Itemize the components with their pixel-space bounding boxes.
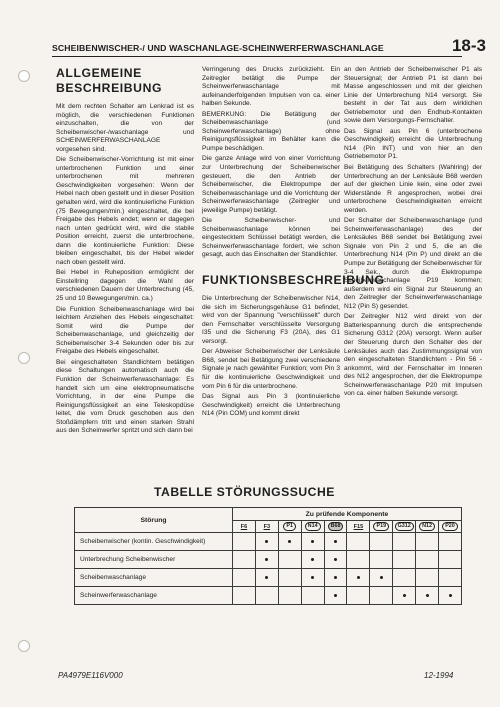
check-dot: [334, 540, 337, 543]
check-cell: [393, 533, 416, 551]
paragraph: BEMERKUNG: Die Betätigung der Scheibenwaschanlage (und Scheinwerferwaschanlage) ohne Reinigungsflüssigkeit im Behälter kann die Pumpe beschädigen.: [202, 110, 340, 152]
paragraph: Der Abweiser Scheibenwischer der Lenksäule B68, sendet bei Betätigung zwei verschiedene Signale je nach gewählter Funktion; vom Pin 3 für die kontinuierliche Geschwindigkeit und vom Pin 6 für die unterbrochene.: [202, 348, 340, 390]
check-dot: [311, 558, 314, 561]
troubleshooting-table: [74, 507, 462, 605]
component-label: P19: [373, 522, 389, 531]
component-header: [370, 521, 393, 533]
paragraph: Die Scheibenwischer-Vorrichtung ist mit einer unterbrochenen Funktion und einer unterbrochenen mit mehreren Geschwindigkeiten vorgesehen: Wenn der Hebel nach oben gestellt und in dieser Position gehalten wird, wird die kontinuierliche Funktion (75 Bewegungen/min.) eingeschaltet, die bei Freigabe des Hebels endet; wenn er dagegen nach unten gedrückt wird, wird die stabile Position erreicht, zuerst die unterbrochene, dann die kontinuierliche Funktion: Diese bleiben eingeschaltet, bis der Hebel wieder nach oben gestellt wird.: [56, 156, 194, 266]
check-cell: [301, 533, 324, 551]
header-rule: [52, 56, 462, 57]
paragraph: Mit dem rechten Schalter am Lenkrad ist es möglich, die verschiedenen Funktionen einzuschalten, die von der Scheibenwischer-/waschanlage und SCHEINWERFERWASCHANLAGE vorgesehen sind.: [56, 103, 194, 153]
check-cell: [301, 569, 324, 587]
check-cell: [278, 587, 301, 605]
check-cell: [233, 551, 256, 569]
component-header: [255, 521, 278, 533]
component-header: [278, 521, 301, 533]
check-dot: [265, 540, 268, 543]
header-title: SCHEIBENWISCHER-/ UND WASCHANLAGE-SCHEINWERFERWASCHANLAGE: [52, 43, 384, 53]
check-cell: [255, 551, 278, 569]
component-label: N14: [305, 522, 321, 531]
table-row: [75, 551, 462, 569]
paragraph: an den Antrieb der Scheibenwischer P1 als Steuersignal; der Antrieb P1 ist dann bei Masse angeschlossen und mit der gleichen Linie der Unterbrechung N14 versorgt. Sie besteht in der Tat aus dem wirklichen Getriebemotor und den Endhub-Kontakten sowie dem Versorgungs-Fernschalter.: [344, 66, 482, 125]
fault-label: Unterbrechung Scheibenwischer: [75, 551, 233, 569]
document-code: PA4979E116V000: [58, 671, 123, 680]
binder-hole: [18, 70, 30, 82]
table-row: [75, 533, 462, 551]
component-header: [301, 521, 324, 533]
check-dot: [449, 594, 452, 597]
check-dot: [334, 558, 337, 561]
component-label: P1: [283, 522, 296, 531]
check-cell: [370, 569, 393, 587]
check-cell: [416, 533, 439, 551]
check-dot: [334, 576, 337, 579]
check-cell: [370, 533, 393, 551]
column-2: [202, 66, 385, 421]
check-dot: [265, 576, 268, 579]
check-dot: [380, 576, 383, 579]
paragraph: Die Scheibenwischer- und Scheibenwaschanlage können bei eingestecktem Schlüssel betätigt werden, die Scheinwerferwaschanlage fordert, wie schon gesagt, auch das Einschalten der Standlichter.: [202, 217, 340, 259]
fault-label: Scheibenwaschanlage: [75, 569, 233, 587]
component-label: P20: [442, 522, 458, 531]
paragraph: Die ganze Anlage wird von einer Vorrichtung zur Unterbrechung der Scheibenwischer gesteuert, die den Antrieb der Scheibenwischer, die Elektropumpe der Scheibenwaschanlage und die Vorrichtung der Scheinwerferwaschanlage (Zeitregler und jeweilige Pumpe) betätigt.: [202, 155, 340, 214]
check-cell: [324, 533, 347, 551]
check-cell: [347, 587, 370, 605]
troubleshooting-grid: [74, 507, 462, 605]
check-cell: [416, 551, 439, 569]
check-cell: [278, 569, 301, 587]
paragraph: Das Signal aus Pin 3 (kontinuierliche Geschwindigkeit) erreicht die Unterbrechung N14 (Pin COM) und kommt direkt: [202, 393, 340, 418]
check-cell: [301, 587, 324, 605]
section-heading: ALLGEMEINE BESCHREIBUNG: [56, 66, 163, 95]
page-number: 18-3: [451, 36, 486, 55]
check-dot: [311, 576, 314, 579]
column-3: [344, 66, 482, 401]
paragraph: Verringerung des Drucks zurückzieht. Ein Zeitregler betätigt die Pumpe der Scheinwerferwaschanlage mit aufeinanderfolgenden Impulsen von ca. einer halben Sekunde.: [202, 66, 340, 108]
fault-label: Scheibenwischer (kontin. Geschwindigkeit): [75, 533, 233, 551]
paragraph: Die Funktion Scheibenwaschanlage wird bei leichtem Anziehen des Hebels eingeschaltet: Somit wird die Pumpe der Scheibenwaschanlage, und gleichzeitig der Scheibenwischer 3-4 Sekunden oder bis zur Freigabe des Hebels eingeschaltet.: [56, 305, 194, 356]
document-date: 12-1994: [424, 671, 454, 680]
paragraph: Der Zeitregler N12 wird direkt von der Batteriespannung durch die entsprechende Sicherung G312 (20A) versorgt. Wenn außer der Steuerung durch den Schalter des der Lenksäules auch das Zustimmungssignal von den eingeschalteten Standlichtern - Pin 56 - ankommt, wird der Fernschalter im Inneren des N12 angesprochen, der die Elektropumpe Scheinwerferwaschanlage P20 mit Impulsen von ca. einer halben Sekunde versorgt.: [344, 313, 482, 398]
check-cell: [393, 551, 416, 569]
page-header: [52, 36, 492, 58]
section-heading: FUNKTIONSBESCHREIBUNG: [202, 273, 385, 288]
component-label: F6: [240, 523, 248, 530]
component-label: B68: [328, 522, 344, 531]
check-dot: [288, 540, 291, 543]
component-header: [233, 521, 256, 533]
component-group-header: Zu prüfende Komponente: [233, 508, 462, 521]
paragraph: Bei eingeschalteten Standlichtern betätigen diese Schaltungen automatisch auch die Funktion der Scheinwerferwaschanlage: Es handelt sich um eine elektropneumatische Vorrichtung, in der eine Pumpe die Reinigungsflüssigkeit an eine Teleskopdüse leitet, die vom Druck geschoben aus den Stoßdämpfern tritt und einen starken Strahl aus den Scheinwerfer spritzt und sich dann bei: [56, 358, 194, 435]
check-cell: [324, 551, 347, 569]
check-dot: [357, 576, 360, 579]
column-1: [56, 66, 194, 438]
component-label: F15: [353, 523, 364, 530]
check-cell: [255, 587, 278, 605]
component-header: [393, 521, 416, 533]
binder-hole: [18, 352, 30, 364]
check-dot: [403, 594, 406, 597]
fault-label: Scheinwerferwaschanlage: [75, 587, 233, 605]
check-cell: [416, 587, 439, 605]
check-cell: [324, 569, 347, 587]
row-header: Störung: [75, 508, 233, 533]
binder-hole: [18, 640, 30, 652]
paragraph: Bei Hebel in Ruheposition ermöglicht der Einstellring dagegen die Wahl der verschiedenen Dauern der Unterbrechung (45, 25 und 10 Bewegungen/min. ca.): [56, 269, 194, 303]
table-body: [75, 533, 462, 605]
check-cell: [347, 569, 370, 587]
component-header: [439, 521, 462, 533]
check-cell: [393, 587, 416, 605]
check-cell: [370, 551, 393, 569]
check-cell: [278, 551, 301, 569]
check-cell: [233, 569, 256, 587]
paragraph: Bei Betätigung des Schalters (Wahlring) der Unterbrechung an der Lenksäule B68 werden auf der gleichen Linie kein, eine oder zwei Widerstände R angesprochen, wobei drei unterbrochene Geschwindigkeiten erreicht werden.: [344, 164, 482, 214]
check-dot: [265, 558, 268, 561]
table-title: TABELLE STÖRUNGSSUCHE: [154, 485, 335, 499]
component-header: [324, 521, 347, 533]
check-cell: [439, 551, 462, 569]
component-header: [416, 521, 439, 533]
check-cell: [439, 533, 462, 551]
check-cell: [439, 569, 462, 587]
component-label: G312: [395, 522, 414, 531]
component-header: [347, 521, 370, 533]
paragraph: Der Schalter der Scheibenwaschanlage (und Scheinwerferwaschanlage) des der Lenksäules B68 sendet bei Betätigung zwei Signale von Pin 2 und 5, die an die Unterbrechung N14 (Pin P) und direkt an die Pumpe zur Betätigung der Scheibenwischer für 3-4 Sek., durch die Elektropumpe Scheibenwaschanlage P19 kommen; außerdem wird ein Signal zur Steuerung an den Zeitregler der Scheinwerferwaschanlage N12 (Pin S) gesendet.: [344, 217, 482, 310]
table-row: [75, 587, 462, 605]
check-dot: [311, 540, 314, 543]
check-cell: [301, 551, 324, 569]
check-cell: [370, 587, 393, 605]
check-cell: [347, 533, 370, 551]
check-cell: [255, 533, 278, 551]
paragraph: Das Signal aus Pin 6 (unterbrochene Geschwindigkeit) erreicht die Unterbrechung N14 (Pin INT) und von hier an den Getriebemotor P1.: [344, 127, 482, 161]
check-cell: [439, 587, 462, 605]
check-cell: [278, 533, 301, 551]
check-cell: [233, 587, 256, 605]
check-cell: [347, 551, 370, 569]
component-label: N12: [419, 522, 435, 531]
paragraph: Die Unterbrechung der Scheibenwischer N14, die sich im Sicherungsgehäuse G1 befindet, wird von der Spannung "verschlüsselt" durch den Fernschalter verschlüsselte Versorgung I35 und die Sicherung F3 (20A), des G1 versorgt.: [202, 295, 340, 345]
check-cell: [255, 569, 278, 587]
check-cell: [393, 569, 416, 587]
check-dot: [426, 594, 429, 597]
check-cell: [416, 569, 439, 587]
check-dot: [334, 594, 337, 597]
check-cell: [233, 533, 256, 551]
table-row: [75, 569, 462, 587]
check-cell: [324, 587, 347, 605]
component-label: F3: [263, 523, 271, 530]
